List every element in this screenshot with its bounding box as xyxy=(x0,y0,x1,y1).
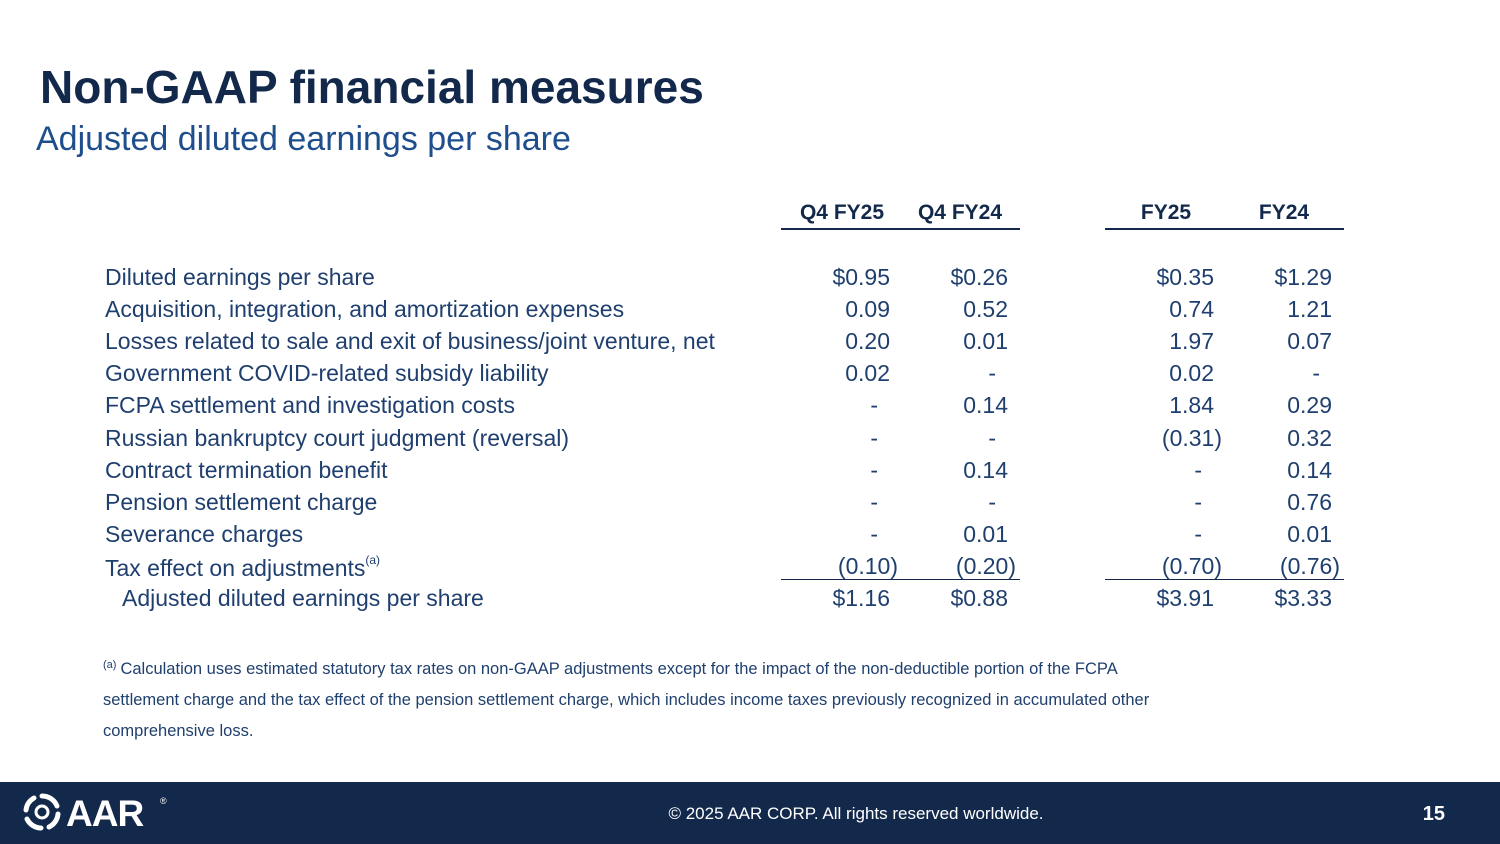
row-label xyxy=(105,489,377,516)
table-cell: 0.20 xyxy=(845,328,890,355)
row-label-text: FCPA settlement and investigation costs xyxy=(105,392,515,419)
table-cell: 0.76 xyxy=(1287,488,1332,515)
table-cell: - xyxy=(870,424,878,451)
col-header-fy24: FY24 xyxy=(1258,201,1310,224)
table-cell: (0.76) xyxy=(1279,552,1340,579)
row-label-text: Contract termination benefit xyxy=(105,456,388,483)
table-cell: 1.84 xyxy=(1169,392,1214,419)
footnote-text: Calculation uses estimated statutory tax rates on non-GAAP adjustments except for the impact of the non-deductible portion of the FCPA settlement charge and the tax effect of the pension settlement charge, which includes income taxes previously recognized in accumulated other comprehensive loss. xyxy=(103,660,1150,740)
table-cell: 0.14 xyxy=(963,392,1008,419)
table-cell: (0.70) xyxy=(1161,552,1222,579)
logo-wordmark: AAR xyxy=(66,793,144,834)
table-cell: $0.95 xyxy=(832,264,890,290)
table-cell: $1.29 xyxy=(1274,264,1332,290)
copyright-text: © 2025 AAR CORP. All rights reserved worldwide. xyxy=(668,804,1044,823)
row-label xyxy=(105,328,715,355)
row-label-text: Russian bankruptcy court judgment (reversal) xyxy=(105,424,570,451)
table-cell: 0.01 xyxy=(1287,520,1332,547)
table-cell: $0.26 xyxy=(950,264,1008,290)
table-cell: 0.07 xyxy=(1287,328,1332,355)
table-cell: 0.52 xyxy=(963,296,1008,323)
header-rule-year xyxy=(1105,228,1344,230)
table-cell: - xyxy=(1194,488,1202,515)
col-header-q4fy25: Q4 FY25 xyxy=(799,201,885,224)
col-header-fy25: FY25 xyxy=(1140,201,1192,224)
table-cell: $0.88 xyxy=(950,585,1008,611)
table-cell: $1.16 xyxy=(832,585,890,611)
row-label-text: Losses related to sale and exit of business/joint venture, net xyxy=(105,328,715,355)
row-label xyxy=(122,585,484,612)
table-cell: 0.02 xyxy=(1169,360,1214,387)
table-cell: - xyxy=(870,392,878,419)
table-cell: 1.97 xyxy=(1169,328,1214,355)
page-title: Non-GAAP financial measures xyxy=(40,61,704,113)
table-cell: $0.35 xyxy=(1156,264,1214,290)
row-label-text: Adjusted diluted earnings per share xyxy=(122,585,484,611)
table-cell: 0.09 xyxy=(845,296,890,323)
table-cell: 0.29 xyxy=(1287,392,1332,419)
table-cell: 1.21 xyxy=(1287,296,1332,323)
table-cell: - xyxy=(870,520,878,547)
total-rule-quarter xyxy=(781,579,1020,580)
table-cell: 0.14 xyxy=(963,456,1008,483)
table-cell: - xyxy=(1194,520,1202,547)
table-cell: - xyxy=(870,456,878,483)
page-subtitle: Adjusted diluted earnings per share xyxy=(36,120,571,158)
row-label xyxy=(105,553,380,582)
row-label-text: Government COVID-related subsidy liability xyxy=(105,360,549,387)
row-label-text: Acquisition, integration, and amortization expenses xyxy=(105,296,625,323)
page-number: 15 xyxy=(1422,803,1445,825)
row-label xyxy=(105,296,624,323)
table-cell: (0.10) xyxy=(837,552,898,579)
table-cell: - xyxy=(1194,456,1202,483)
table-cell: $3.91 xyxy=(1156,585,1214,611)
row-label-text: Pension settlement charge xyxy=(105,488,378,515)
footnote-ref: (a) xyxy=(365,552,381,567)
row-label-text: Severance charges xyxy=(105,520,304,547)
row-label-text: Tax effect on adjustments xyxy=(105,554,366,581)
logo-registered-mark: ® xyxy=(160,796,167,806)
table-cell: 0.14 xyxy=(1287,456,1332,483)
row-label xyxy=(105,457,388,484)
footnote xyxy=(103,650,1193,747)
header-rule-quarter xyxy=(781,228,1020,230)
table-cell: - xyxy=(988,488,996,515)
table-cell: 0.32 xyxy=(1287,424,1332,451)
footer-bar xyxy=(0,782,1500,844)
row-label xyxy=(105,264,375,291)
table-cell: - xyxy=(1312,360,1320,387)
table-cell: $3.33 xyxy=(1274,585,1332,611)
table-cell: 0.74 xyxy=(1169,296,1214,323)
table-cell: 0.01 xyxy=(963,520,1008,547)
table-cell: 0.02 xyxy=(845,360,890,387)
row-label xyxy=(105,360,549,387)
row-label-text: Diluted earnings per share xyxy=(105,264,375,290)
col-header-q4fy24: Q4 FY24 xyxy=(917,201,1003,224)
table-cell: (0.31) xyxy=(1161,424,1222,451)
table-cell: - xyxy=(870,488,878,515)
row-label xyxy=(105,425,569,452)
total-rule-year xyxy=(1105,579,1344,580)
row-label xyxy=(105,392,515,419)
row-label xyxy=(105,521,303,548)
table-cell: (0.20) xyxy=(955,552,1016,579)
table-cell: - xyxy=(988,424,996,451)
footnote-marker: (a) xyxy=(103,659,117,671)
table-cell: 0.01 xyxy=(963,328,1008,355)
table-cell: - xyxy=(988,360,996,387)
